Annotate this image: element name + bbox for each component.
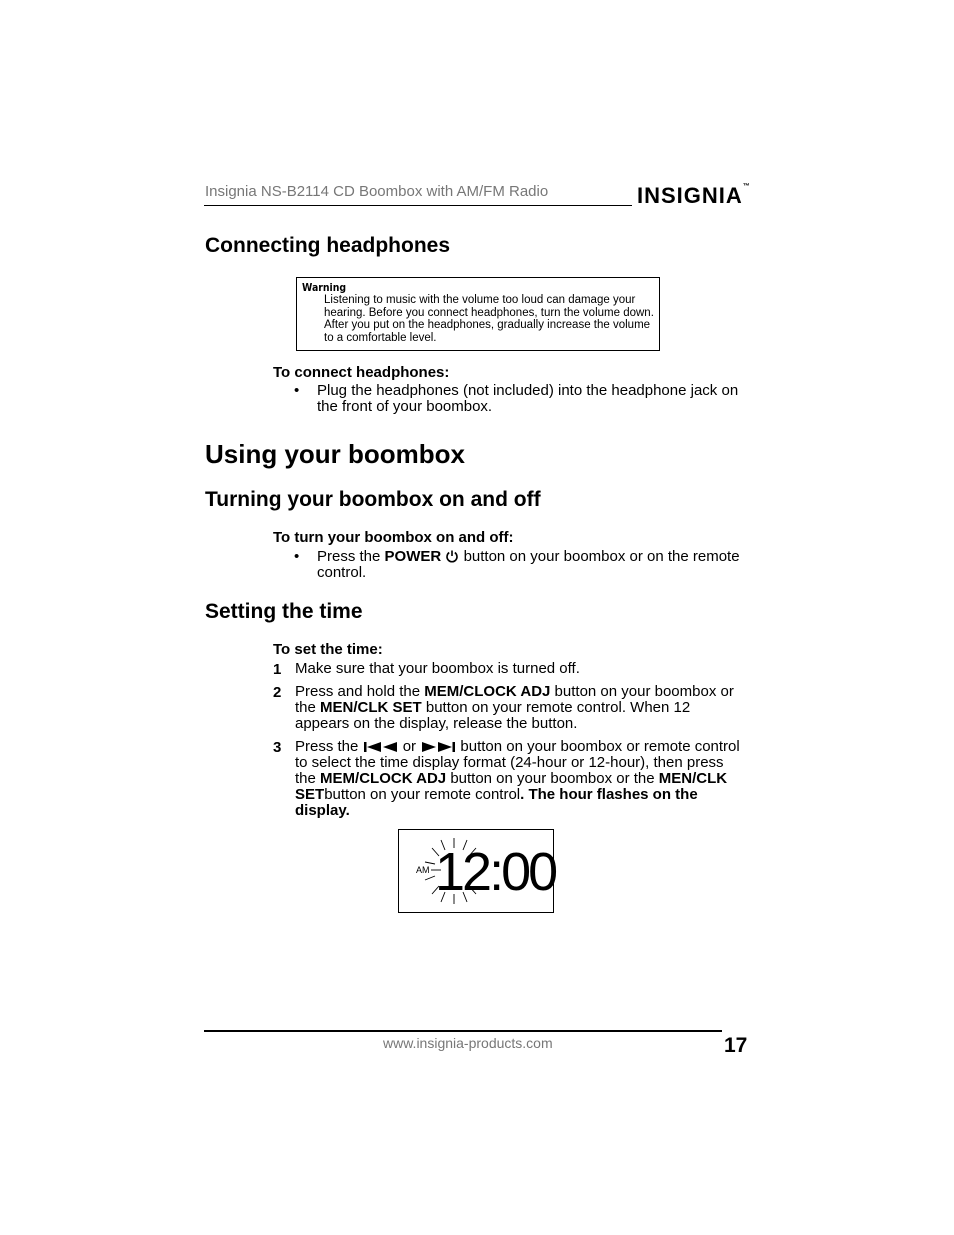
- footer-url: www.insignia-products.com: [383, 1035, 553, 1051]
- text: Press the: [317, 548, 381, 565]
- logo-tm: ™: [742, 183, 750, 190]
- clock-time-digits: 12:00: [435, 842, 556, 902]
- men-clk-set-label: MEN/CLK SET: [295, 770, 728, 803]
- text: or: [402, 738, 417, 755]
- step-2: [295, 684, 747, 732]
- bullet-mark: •: [294, 382, 300, 399]
- men-clk-set-label: MEN/CLK SET: [320, 699, 422, 716]
- mem-clock-adj-label: MEM/CLOCK ADJ: [424, 683, 551, 700]
- page-number: 17: [724, 1034, 748, 1057]
- procedure-time: To set the time:: [273, 641, 383, 658]
- warning-box: [296, 277, 660, 351]
- logo-text: INSIGNIA: [637, 183, 743, 208]
- section-title-time: Setting the time: [205, 600, 363, 623]
- brand-logo: [637, 183, 750, 209]
- power-icon: [445, 549, 459, 563]
- text: Press the: [295, 738, 359, 755]
- warning-text: Listening to music with the volume too loud can damage your hearing. Before you connect headphones, turn the volume down. After you put on the headphones, gradually increase the volume to a comfortable level.: [324, 294, 654, 344]
- header-rule: [204, 205, 632, 206]
- text: button on your boombox or on the remote control.: [317, 548, 740, 581]
- step-3: [295, 739, 747, 819]
- footer-rule: [204, 1030, 722, 1032]
- procedure-headphones: To connect headphones:: [273, 364, 450, 381]
- step-number: 3: [273, 739, 282, 756]
- bullet-power: [317, 549, 742, 581]
- text: button on your remote control: [324, 786, 521, 803]
- text: button on your boombox or the: [295, 683, 734, 716]
- clock-display-illustration: [398, 829, 554, 913]
- mem-clock-adj-label: MEM/CLOCK ADJ: [320, 770, 447, 787]
- hour-flashes-note: . The hour flashes on the display.: [295, 786, 698, 819]
- step-1: Make sure that your boombox is turned off.: [295, 660, 580, 677]
- bullet-headphones: Plug the headphones (not included) into the headphone jack on the front of your boombox.: [317, 382, 739, 415]
- section-title-power: Turning your boombox on and off: [205, 488, 541, 511]
- warning-label: Warning: [302, 281, 347, 294]
- text: button on your boombox or the: [450, 770, 655, 787]
- text: button on your remote control. When 12 appears on the display, release the button.: [295, 699, 691, 732]
- power-label: POWER: [384, 548, 442, 565]
- skip-back-icon: [363, 741, 399, 753]
- chapter-title: Using your boombox: [205, 439, 465, 469]
- skip-forward-icon: [420, 741, 456, 753]
- running-header: Insignia NS-B2114 CD Boombox with AM/FM Radio: [205, 183, 549, 200]
- procedure-power: To turn your boombox on and off:: [273, 529, 514, 546]
- text: Press and hold the: [295, 683, 421, 700]
- step-number: 2: [273, 684, 282, 701]
- bullet-mark: •: [294, 548, 300, 565]
- step-number: 1: [273, 661, 282, 678]
- am-indicator: AM: [416, 865, 430, 875]
- section-title-headphones: Connecting headphones: [205, 234, 451, 257]
- text: button on your boombox or remote control to select the time display format (24-hour or 12-hour), then press the: [295, 738, 740, 787]
